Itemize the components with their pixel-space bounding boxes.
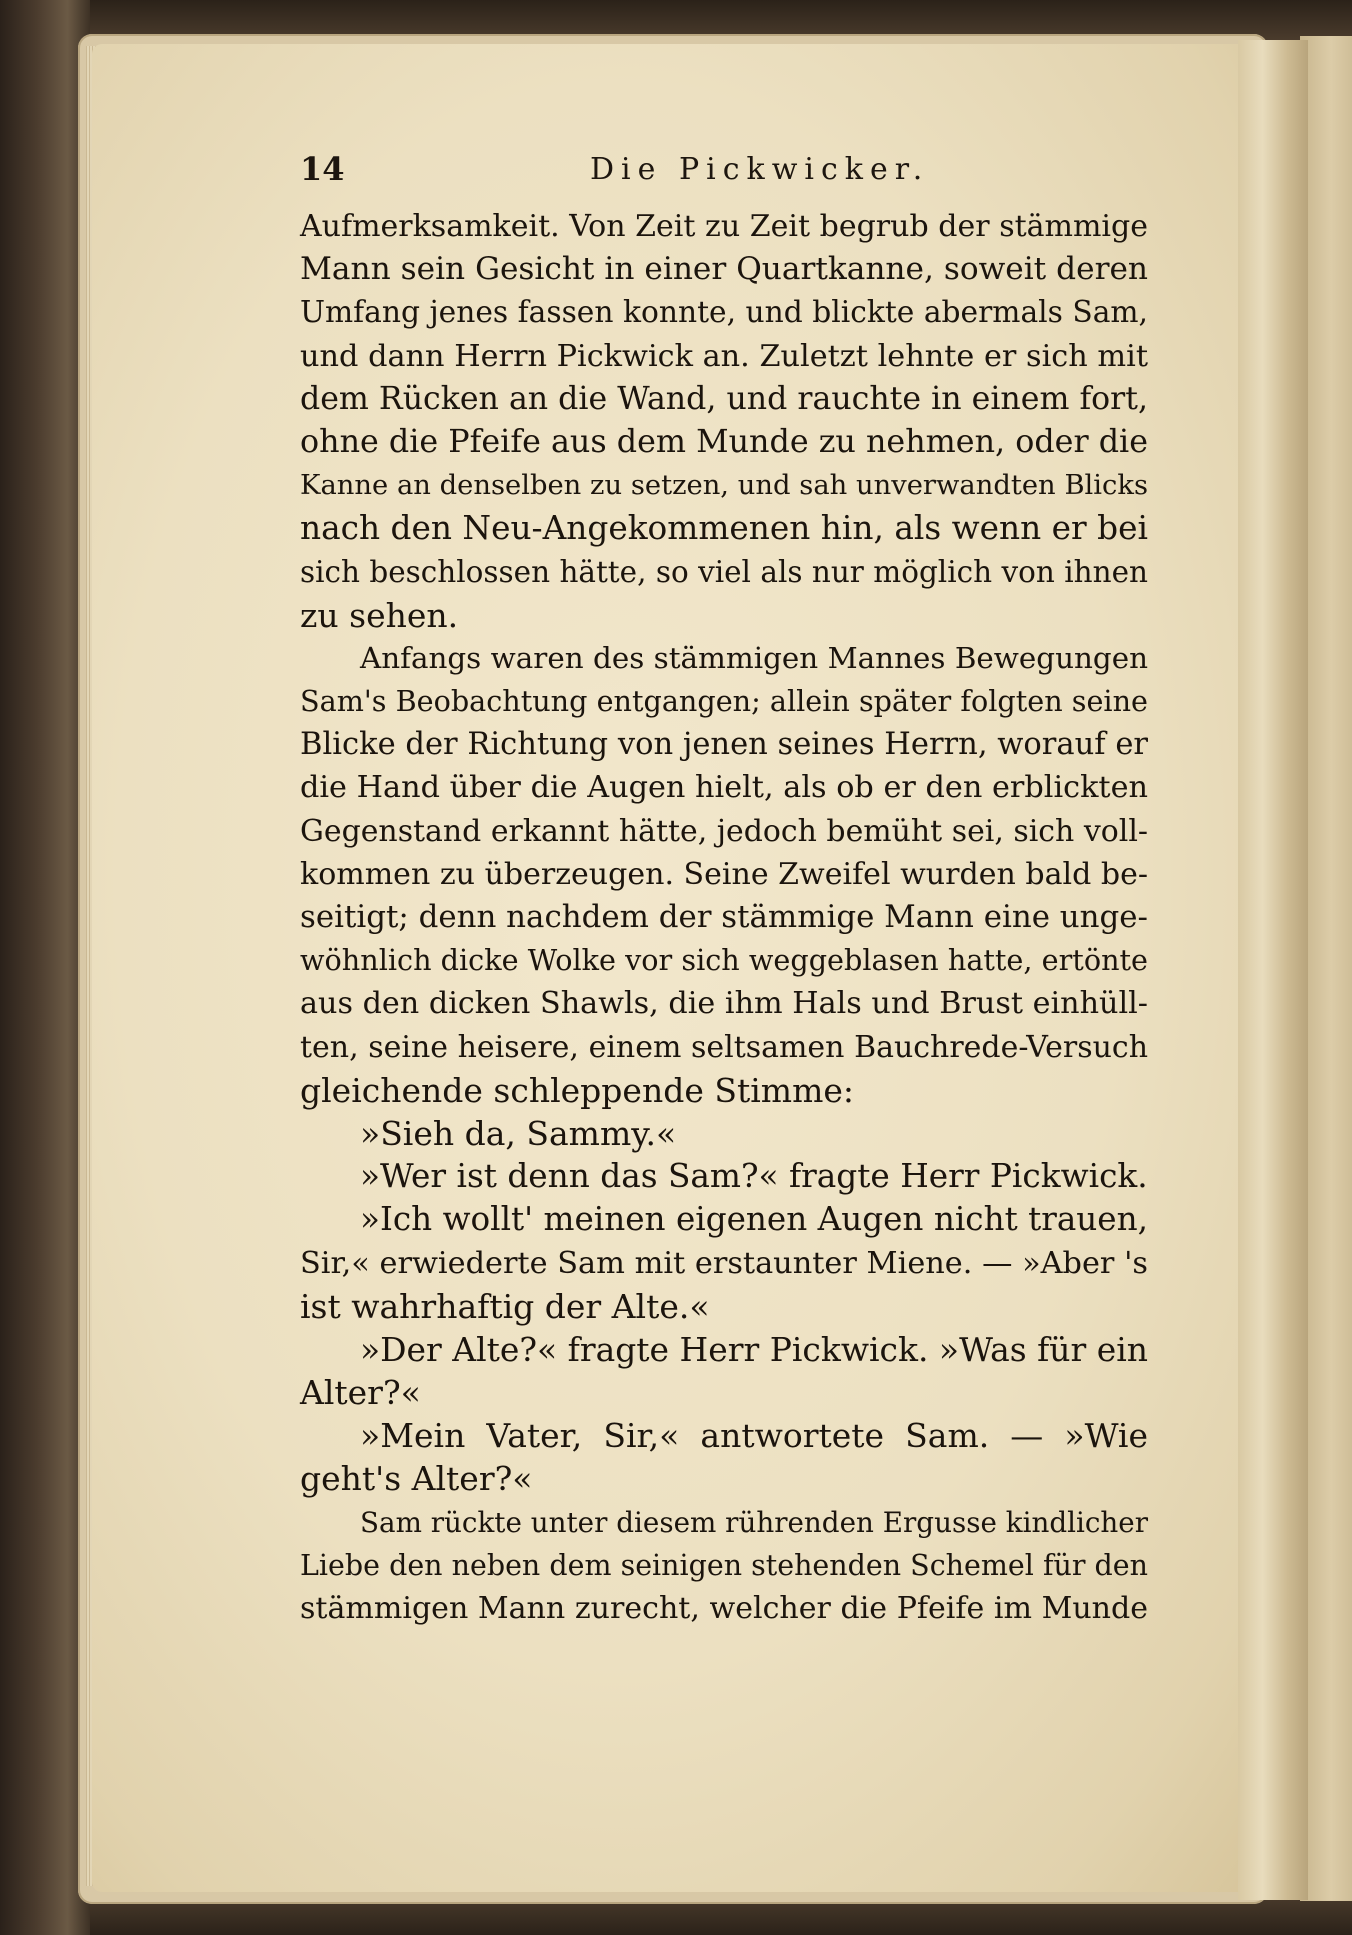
text-line: aus den dicken Shawls, die ihm Hals und Brust einhüll- [300, 986, 1148, 1022]
body-text [300, 205, 1148, 1630]
text-line: Liebe den neben dem seinigen stehenden Schemel für den [300, 1548, 1148, 1582]
page-header [300, 150, 1160, 200]
text-line: zu sehen. [300, 595, 459, 635]
text-line: geht's Alter?« [300, 1459, 533, 1499]
text-line: Sir,« erwiederte Sam mit erstaunter Miene. — »Aber 's [300, 1245, 1148, 1281]
text-line: Blicke der Richtung von jenen seines Herrn, worauf er [300, 727, 1148, 763]
dialog-line: »Ich wollt' meinen eigenen Augen nicht trauen, [360, 1200, 1148, 1239]
text-line: Gegenstand erkannt hätte, jedoch bemüht sei, sich voll- [300, 813, 1148, 849]
dialog-line: »Mein Vater, Sir,« antwortete Sam. — »Wie [360, 1416, 1148, 1456]
text-line: ten, seine heisere, einem seltsamen Bauchrede-Versuch [300, 1029, 1148, 1065]
text-line: sich beschlossen hätte, so viel als nur möglich von ihnen [300, 554, 1148, 589]
text-line: Aufmerksamkeit. Von Zeit zu Zeit begrub der stämmige [300, 209, 1148, 244]
text-line: ist wahrhaftig der Alte.« [300, 1286, 710, 1326]
text-line: seitigt; denn nachdem der stämmige Mann eine unge- [300, 899, 1148, 935]
text-line: nach den Neu-Angekommenen hin, als wenn er bei [300, 509, 1148, 548]
text-line: Sam's Beobachtung entgangen; allein später folgten seine [300, 684, 1148, 719]
text-line: und dann Herrn Pickwick an. Zuletzt lehnte er sich mit [300, 338, 1148, 374]
text-line: stämmigen Mann zurecht, welcher die Pfeife im Munde [300, 1591, 1148, 1626]
text-line: gleichende schleppende Stimme: [300, 1070, 855, 1110]
text-line: die Hand über die Augen hielt, als ob er den erblickten [300, 770, 1148, 806]
page-number: 14 [300, 150, 345, 188]
text-line: Alter?« [300, 1373, 421, 1413]
dialog-line: »Wer ist denn das Sam?« fragte Herr Pickwick. [360, 1157, 1148, 1196]
text-line: Sam rückte unter diesem rührenden Ergusse kindlicher [360, 1505, 1148, 1539]
running-title: Die Pickwicker. [590, 152, 930, 187]
text-line: dem Rücken an die Wand, und rauchte in einem fort, [300, 380, 1148, 417]
text-line: Mann sein Gesicht in einer Quartkanne, soweit deren [300, 251, 1148, 288]
text-line: Anfangs waren des stämmigen Mannes Bewegungen [360, 640, 1148, 675]
text-line: Kanne an denselben zu setzen, und sah unverwandten Blicks [300, 470, 1148, 502]
text-line: Umfang jenes fassen konnte, und blickte abermals Sam, [300, 295, 1148, 331]
text-line: kommen zu überzeugen. Seine Zweifel wurden bald be- [300, 856, 1148, 892]
book-gutter [1238, 40, 1308, 1900]
text-line: wöhnlich dicke Wolke vor sich weggeblasen hatte, ertönte [300, 943, 1148, 978]
dialog-line: »Sieh da, Sammy.« [360, 1113, 677, 1153]
text-line: ohne die Pfeife aus dem Munde zu nehmen, oder die [300, 423, 1148, 460]
dialog-line: »Der Alte?« fragte Herr Pickwick. »Was für ein [360, 1329, 1148, 1369]
book-cover-left [0, 0, 90, 1935]
